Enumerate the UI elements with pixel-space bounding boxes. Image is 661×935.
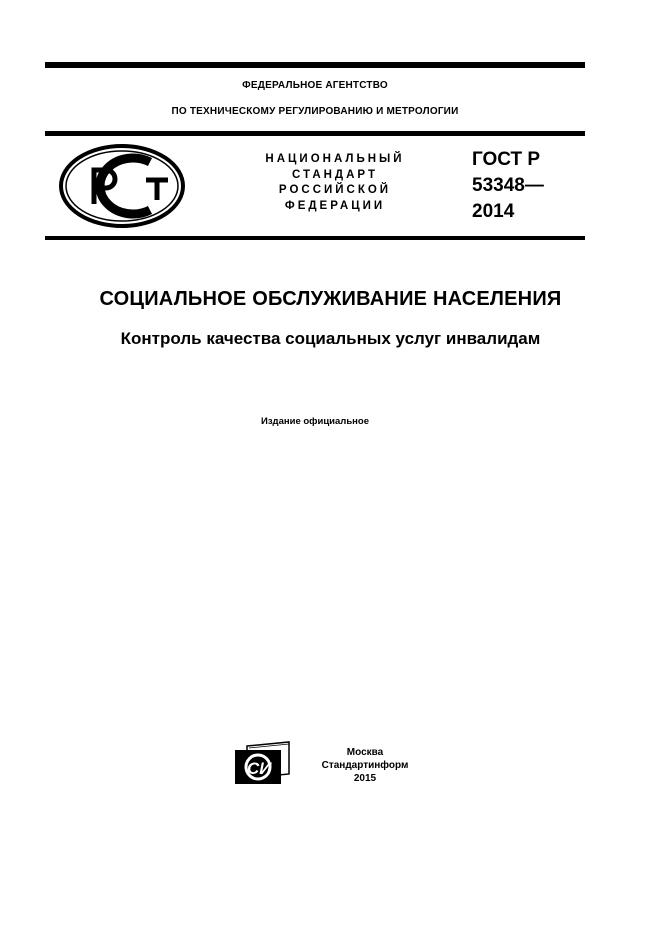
- top-divider: [45, 62, 585, 68]
- middle-divider: [45, 131, 585, 136]
- standartinform-logo-icon: [233, 740, 291, 786]
- national-standard-line: НАЦИОНАЛЬНЫЙ: [265, 153, 405, 165]
- document-subtitle: Контроль качества социальных услуг инвалидам: [120, 329, 541, 348]
- gost-code: [472, 147, 544, 225]
- agency-name-line-2: ПО ТЕХНИЧЕСКОМУ РЕГУЛИРОВАНИЮ И МЕТРОЛОГИИ: [171, 106, 459, 117]
- national-standard-label: [240, 152, 430, 214]
- publisher-city: Москва: [346, 747, 384, 758]
- edition-note: Издание официальное: [261, 416, 369, 427]
- gost-code-line: ГОСТ Р: [472, 149, 541, 170]
- national-standard-line: ФЕДЕРАЦИИ: [284, 199, 386, 212]
- agency-name-line-1: ФЕДЕРАЛЬНОЕ АГЕНТСТВО: [242, 80, 388, 91]
- svg-text:СИ: СИ: [247, 759, 272, 778]
- national-standard-line: РОССИЙСКОЙ: [278, 184, 392, 196]
- publisher-name: Стандартинформ: [321, 760, 409, 771]
- document-title: СОЦИАЛЬНОЕ ОБСЛУЖИВАНИЕ НАСЕЛЕНИЯ: [99, 288, 562, 310]
- publication-year: 2015: [353, 773, 377, 784]
- gost-code-line: 2014: [472, 201, 515, 222]
- bottom-divider: [45, 236, 585, 240]
- national-standard-line: СТАНДАРТ: [292, 168, 378, 181]
- gost-r-logo-icon: [58, 144, 186, 228]
- publisher-info: [300, 746, 430, 785]
- gost-code-line: 53348—: [472, 175, 544, 196]
